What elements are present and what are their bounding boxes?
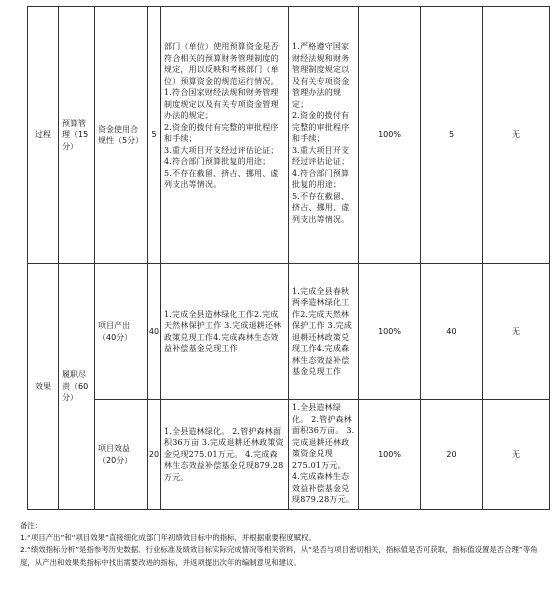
actual-cell: 1.完成全县春秋两季造林绿化工作2.完成天然林保护工作 3.完成退耕还林政策兑现工作4.完成森林生态效益补偿基金兑现工作 bbox=[289, 264, 359, 400]
table-row bbox=[28, 7, 550, 264]
standard-cell: 1.全县造林绿化。 2.管护森林面积36万亩 3.完成退耕还林政策资金兑现275.01万元。 4.完成森林生态效益补偿基金兑现879.28万元。 bbox=[161, 400, 289, 510]
level1-cell: 效果 bbox=[28, 264, 59, 510]
level1-cell: 过程 bbox=[28, 7, 59, 264]
level3-cell: 项目效益（20分） bbox=[95, 400, 148, 510]
level3-cell: 资金使用合规性（5分） bbox=[95, 7, 148, 264]
notes-line-1: 1.“项目产出”和“项目效果”直接细化成部门年初绩效目标中的指标，并根据重要程度赋权。 bbox=[20, 533, 316, 543]
weight-cell: 5 bbox=[148, 7, 161, 264]
notes-section bbox=[20, 520, 550, 569]
weight-cell: 20 bbox=[148, 400, 161, 510]
standard-cell: 部门（单位）使用预算资金是否符合相关的预算财务管理制度的规定，用以反映和考核部门（单位）预算资金的规范运行情况。 1.符合国家财经法规和财务管理制度规定以及有关专项资金管理办法的规定； 2.资金的拨付有完整的审批程序和手续； 3.重大项目开支经过评估论证； 4.符合部门预算批复的用途； 5.不存在截留、挤占、挪用、虚列支出等情况。 bbox=[161, 7, 289, 264]
rate-cell: 100% bbox=[359, 264, 421, 400]
score-cell: 5 bbox=[421, 7, 483, 264]
notes-line-2: 2.“绩效指标分析”是指参考历史数据、行业标准及绩效目标实际完成情况等相关资料，从“是否与项目密切相关，指标值是否可获取，指标值设置是否合理”等角度，从产出和效果类指标中找出需要改进的指标，并返项提出次年的编制意见和建议。 bbox=[20, 545, 538, 567]
actual-cell: 1.严格遵守国家财经法规和财务管理制度规定以及有关专项资金管理办法的规定； 2.资金的拨付有完整的审批程序和手续； 3.重大项目开支经过评估论证； 4.符合部门预算批复的用途； 5.不存在截留、挤占、挪用、虚列支出等情况。 bbox=[289, 7, 359, 264]
remark-cell: 无 bbox=[483, 7, 550, 264]
table-row bbox=[28, 264, 550, 400]
rate-cell: 100% bbox=[359, 400, 421, 510]
performance-table bbox=[27, 6, 550, 510]
score-cell: 20 bbox=[421, 400, 483, 510]
notes-title: 备注： bbox=[20, 521, 43, 530]
level3-cell: 项目产出（40分） bbox=[95, 264, 148, 400]
table-row bbox=[28, 400, 550, 510]
level2-cell: 履职尽责（60分） bbox=[59, 264, 95, 510]
rate-cell: 100% bbox=[359, 7, 421, 264]
weight-cell: 40 bbox=[148, 264, 161, 400]
level2-cell: 预算管理（15分） bbox=[59, 7, 95, 264]
remark-cell: 无 bbox=[483, 264, 550, 400]
actual-cell: 1.全县造林绿化。 2.管护森林面积36万亩。 3.完成退耕还林政策资金兑现275.01万元。 4.完成森林生态效益补偿基金兑现879.28万元。 bbox=[289, 400, 359, 510]
standard-cell: 1.完成全县造林绿化工作2.完成天然林保护工作 3.完成退耕还林政策兑现工作4.完成森林生态效益补偿基金兑现工作 bbox=[161, 264, 289, 400]
score-cell: 40 bbox=[421, 264, 483, 400]
remark-cell: 无 bbox=[483, 400, 550, 510]
